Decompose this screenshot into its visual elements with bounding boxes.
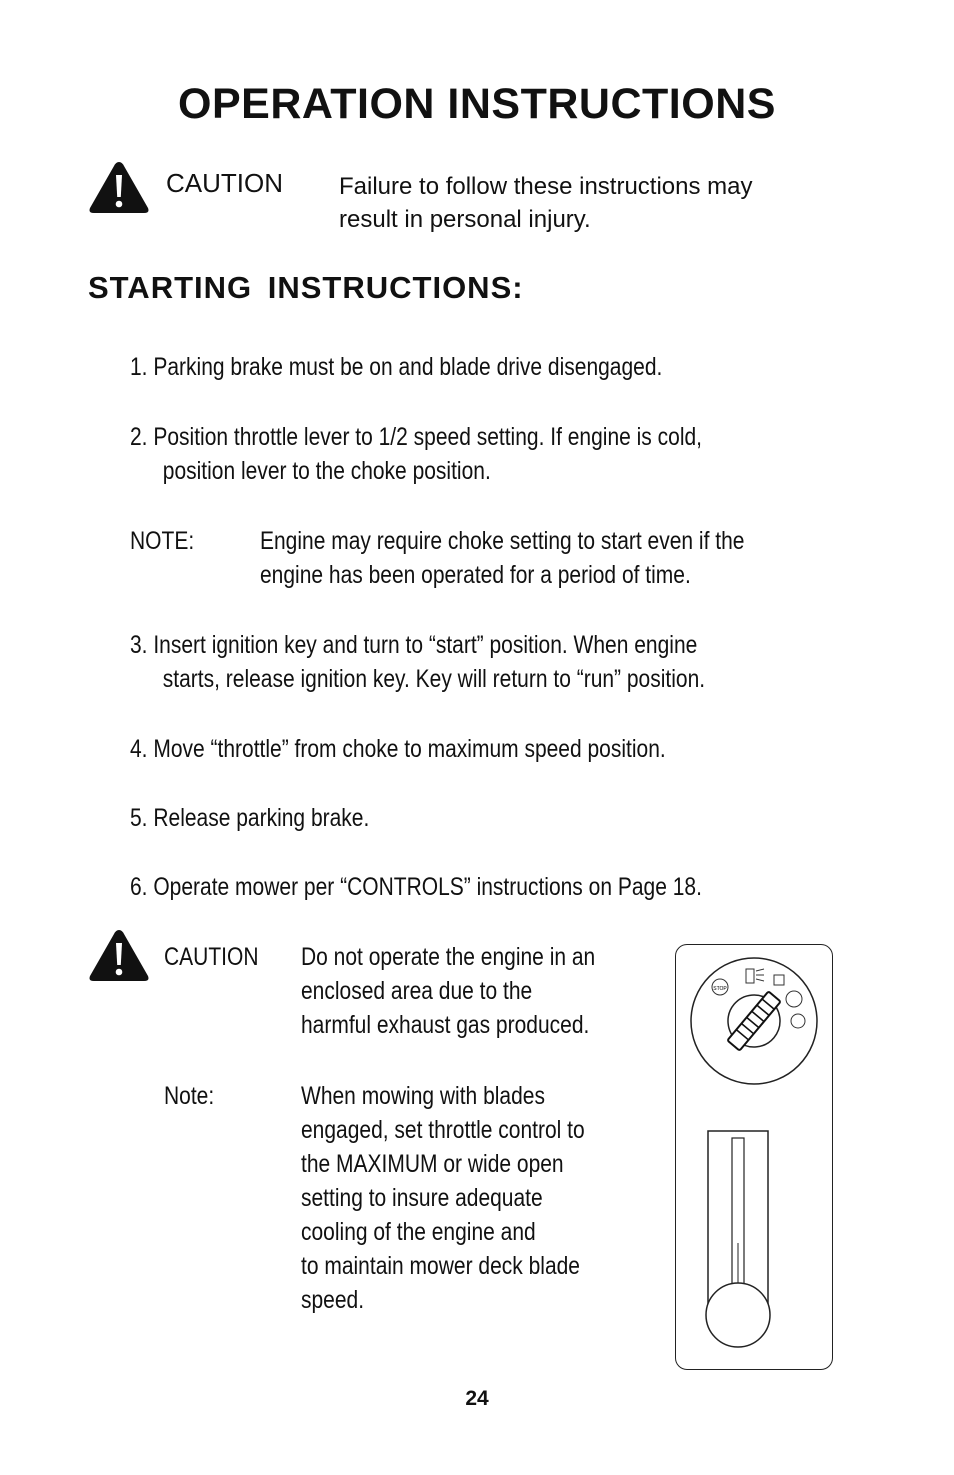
list-item-step-2 (130, 420, 702, 488)
note-label: Note: (164, 1082, 215, 1110)
note-line: engine has been operated for a period of time. (260, 561, 691, 589)
warning-triangle-icon (88, 160, 150, 215)
page-title: OPERATION INSTRUCTIONS (178, 80, 776, 128)
section-heading: STARTING INSTRUCTIONS: (88, 270, 524, 305)
page-number: 24 (465, 1387, 489, 1410)
caution-line: enclosed area due to the (301, 977, 533, 1005)
list-item-step-3 (130, 628, 705, 696)
caution-line: Do not operate the engine in an (301, 943, 596, 971)
note-line: Engine may require choke setting to start even if the (260, 527, 745, 555)
note-line: the MAXIMUM or wide open (301, 1150, 564, 1178)
caution-text (301, 940, 595, 1042)
note-line: When mowing with blades (301, 1082, 545, 1110)
step-line: 6. Operate mower per “CONTROLS” instructions on Page 18. (130, 873, 702, 901)
step-line: 4. Move “throttle” from choke to maximum speed position. (130, 735, 666, 763)
throttle-lever-icon (700, 1128, 775, 1350)
ignition-switch-icon (688, 955, 822, 1087)
caution-line: result in personal injury. (339, 206, 591, 233)
note-line: speed. (301, 1286, 365, 1314)
stop-label: STOP (713, 986, 727, 992)
note-line: engaged, set throttle control to (301, 1116, 585, 1144)
list-item-step-5 (130, 801, 369, 835)
note-label: NOTE: (130, 527, 195, 555)
caution-label: CAUTION (166, 168, 283, 198)
list-item-step-1 (130, 350, 662, 384)
list-item-step-6 (130, 870, 702, 904)
note-line: to maintain mower deck blade (301, 1252, 580, 1280)
step-line: starts, release ignition key. Key will return to “run” position. (162, 665, 706, 693)
note-text (301, 1079, 585, 1317)
caution-label: CAUTION (164, 943, 259, 971)
caution-line: harmful exhaust gas produced. (301, 1011, 590, 1039)
list-item-step-4 (130, 732, 666, 766)
caution-line: Failure to follow these instructions may (339, 173, 753, 200)
note-line: cooling of the engine and (301, 1218, 536, 1246)
warning-triangle-icon (88, 928, 150, 983)
note-line: setting to insure adequate (301, 1184, 543, 1212)
step-line: 2. Position throttle lever to 1/2 speed setting. If engine is cold, (130, 423, 703, 451)
step-line: 1. Parking brake must be on and blade drive disengaged. (130, 353, 663, 381)
note-text (260, 524, 744, 592)
step-line: 3. Insert ignition key and turn to “start” position. When engine (130, 631, 698, 659)
caution-text (339, 170, 839, 236)
step-line: position lever to the choke position. (162, 457, 491, 485)
step-line: 5. Release parking brake. (130, 804, 370, 832)
